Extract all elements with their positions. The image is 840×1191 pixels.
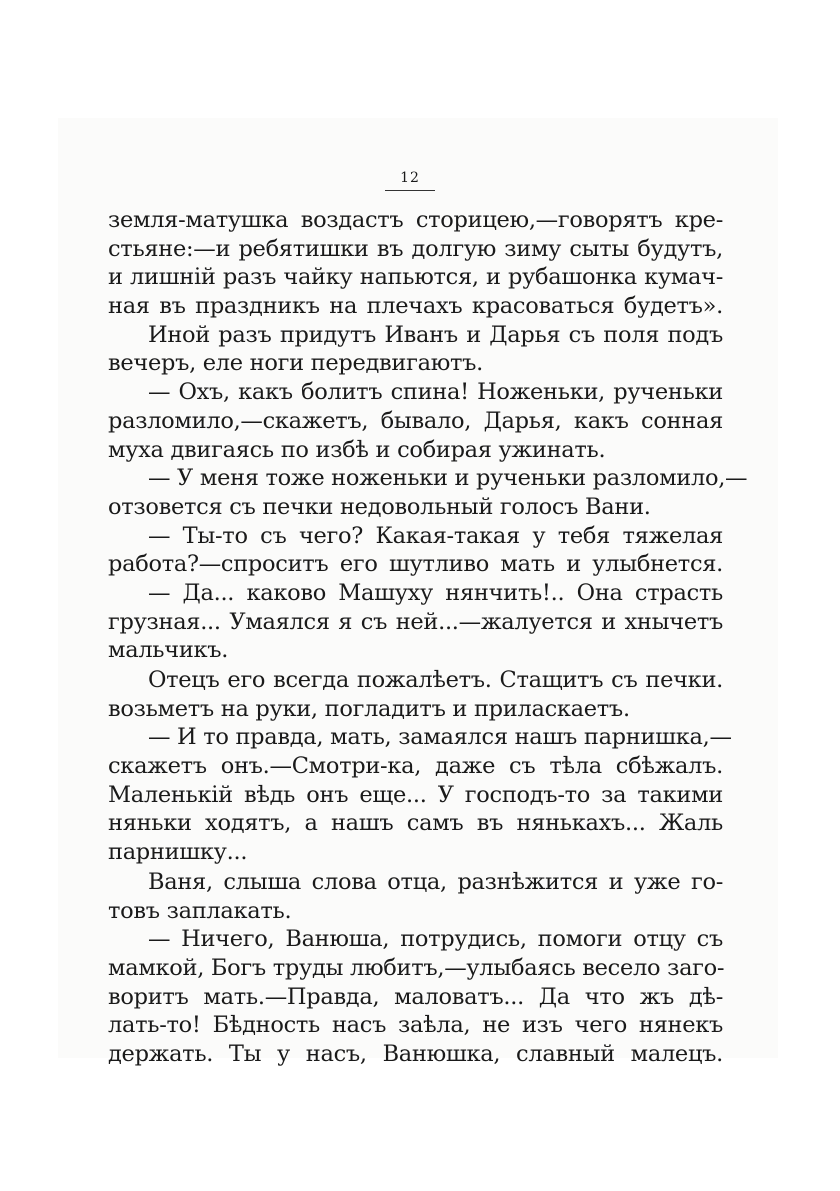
text-line: разломило,—скажетъ, бывало, Дарья, какъ сонная xyxy=(108,407,723,434)
text-line: — Охъ, какъ болитъ спина! Ноженьки, рученьки xyxy=(148,379,723,406)
text-line: вечеръ, еле ноги передвигаютъ. xyxy=(108,350,484,377)
text-line: — И то правда, мать, замаялся нашъ парнишка,— xyxy=(148,724,732,751)
page-number: 12 xyxy=(400,170,420,186)
text-line: муха двигаясь по избѣ и собирая ужинать. xyxy=(108,436,606,463)
text-line: работа?—спроситъ его шутливо мать и улыбнется. xyxy=(108,551,723,578)
text-line: мамкой, Богъ труды любитъ,—улыбаясь весело заго- xyxy=(108,954,725,981)
text-line: Отецъ его всегда пожалѣетъ. Стащитъ съ печки. xyxy=(148,667,723,693)
text-line: Маленькiй вѣдь онъ еще... У господъ-то за такими xyxy=(108,781,723,808)
text-line: Ваня, слыша слова отца, разнѣжится и уже го- xyxy=(148,868,723,895)
text-line: земля-матушка воздастъ сторицею,—говорятъ кре- xyxy=(108,207,723,233)
text-line: возьметъ на руки, погладитъ и приласкаетъ. xyxy=(108,695,630,722)
text-line: воритъ мать.—Правда, маловатъ... Да что жъ дѣ- xyxy=(108,983,723,1010)
text-line: скажетъ онъ.—Смотри-ка, даже съ тѣла сбѣжалъ. xyxy=(108,753,723,780)
text-line: ная въ праздникъ на плечахъ красоваться будетъ». xyxy=(108,293,723,320)
text-line: и лишнiй разъ чайку напьются, и рубашонка кумач- xyxy=(108,264,723,291)
text-line: стьяне:—и ребятишки въ долгую зиму сыты будутъ, xyxy=(108,235,723,262)
text-line: Иной разъ придутъ Иванъ и Дарья съ поля подъ xyxy=(148,321,723,348)
text-line: — Ты-то съ чего? Какая-такая у тебя тяжелая xyxy=(148,522,723,549)
text-line: товъ заплакать. xyxy=(108,897,292,924)
text-line: — У меня тоже ноженьки и рученьки разломило,— xyxy=(148,465,748,492)
text-line: парнишку... xyxy=(108,839,248,866)
body-text xyxy=(108,206,748,1069)
text-line: лать-то! Бѣдность насъ заѣла, не изъ чего нянекъ xyxy=(108,1012,723,1039)
text-line: держать. Ты у насъ, Ванюшка, славный малецъ. xyxy=(108,1040,723,1067)
text-line: отзовется съ печки недовольный голосъ Вани. xyxy=(108,493,651,520)
text-line: няньки ходятъ, а нашъ самъ въ нянькахъ... Жаль xyxy=(108,810,723,837)
text-line: — Ничего, Ванюша, потрудись, помоги отцу съ xyxy=(148,926,723,953)
page-number-rule xyxy=(385,190,435,191)
text-line: — Да... каково Машуху нянчить!.. Она страсть xyxy=(148,579,723,606)
text-line: мальчикъ. xyxy=(108,637,229,664)
text-line: грузная... Умаялся я съ ней...—жалуется и хнычетъ xyxy=(108,608,723,635)
